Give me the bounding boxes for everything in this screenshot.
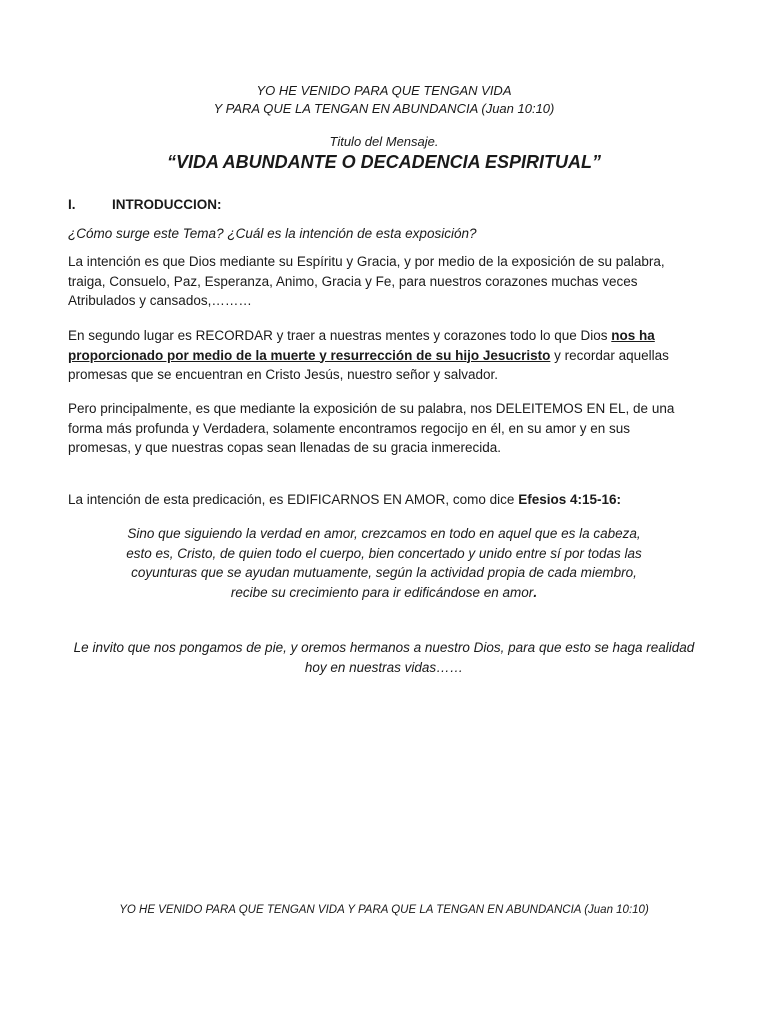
section-number: I.: [68, 197, 76, 212]
paragraph-2-line-2: [68, 346, 708, 366]
paragraph-3: [68, 399, 708, 458]
quote-period: .: [533, 584, 538, 600]
paragraph-3-line-2: forma más profunda y Verdadera, solamente encontramos regocijo en él, en su amor y en sus: [68, 420, 631, 436]
quote-line-4: [84, 583, 684, 603]
invitation-text: [50, 638, 718, 677]
paragraph-1: [68, 252, 708, 311]
paragraph-2-emphasis-1: nos ha: [611, 328, 655, 343]
header-verse: [0, 82, 768, 118]
header-line-1: YO HE VENIDO PARA QUE TENGAN VIDA: [256, 83, 512, 98]
title-label: Titulo del Mensaje.: [329, 134, 439, 149]
section-title: INTRODUCCION:: [112, 197, 222, 212]
paragraph-2: [68, 326, 708, 385]
page-footer: YO HE VENIDO PARA QUE TENGAN VIDA Y PARA QUE LA TENGAN EN ABUNDANCIA (Juan 10:10): [119, 904, 649, 916]
quote-line-4-text: recibe su crecimiento para ir edificándose en amor: [230, 584, 534, 600]
paragraph-4-text: La intención de esta predicación, es EDIFICARNOS EN AMOR, como dice: [68, 492, 519, 507]
quote-line-3: coyunturas que se ayudan mutuamente, según la actividad propia de cada miembro,: [131, 565, 637, 580]
paragraph-1-line-1: La intención es que Dios mediante su Espíritu y Gracia, y por medio de la exposición de su palabra,: [68, 254, 665, 269]
paragraph-2-line-1: [68, 326, 708, 346]
paragraph-3-line-1: Pero principalmente, es que mediante la exposición de su palabra, nos DELEITEMOS EN EL, de una: [68, 401, 675, 416]
quote-line-1: Sino que siguiendo la verdad en amor, crezcamos en todo en aquel que es la cabeza,: [127, 526, 641, 541]
paragraph-1-line-2: traiga, Consuelo, Paz, Esperanza, Animo, Gracia y Fe, para nuestros corazones muchas veces: [68, 273, 638, 289]
intro-question: ¿Cómo surge este Tema? ¿Cuál es la intención de esta exposición?: [68, 226, 477, 241]
page-title: “VIDA ABUNDANTE O DECADENCIA ESPIRITUAL”: [166, 152, 601, 172]
paragraph-2-text-1: En segundo lugar es RECORDAR y traer a nuestras mentes y corazones todo lo que Dios: [68, 328, 612, 343]
paragraph-1-line-3: Atribulados y cansados,………: [68, 293, 252, 308]
scripture-quote: [84, 524, 684, 602]
scripture-reference: Efesios 4:15-16:: [518, 492, 622, 507]
paragraph-2-line-3: promesas que se encuentran en Cristo Jesús, nuestro señor y salvador.: [68, 367, 498, 382]
invitation-line-1: Le invito que nos pongamos de pie, y oremos hermanos a nuestro Dios, para que esto se haga realidad: [73, 640, 695, 655]
section-heading: [68, 197, 222, 212]
invitation-line-2: hoy en nuestras vidas……: [304, 659, 464, 675]
paragraph-2-text-2: y recordar aquellas: [550, 347, 669, 363]
quote-line-2: esto es, Cristo, de quien todo el cuerpo, bien concertado y unido entre sí por todas las: [126, 545, 642, 561]
header-line-2: Y PARA QUE LA TENGAN EN ABUNDANCIA (Juan 10:10): [213, 101, 555, 116]
paragraph-2-emphasis-2: proporcionado por medio de la muerte y resurrección de su hijo Jesucristo: [68, 347, 551, 363]
paragraph-3-line-3: promesas, y que nuestras copas sean llenadas de su gracia inmerecida.: [68, 440, 501, 455]
paragraph-4: [68, 490, 708, 510]
